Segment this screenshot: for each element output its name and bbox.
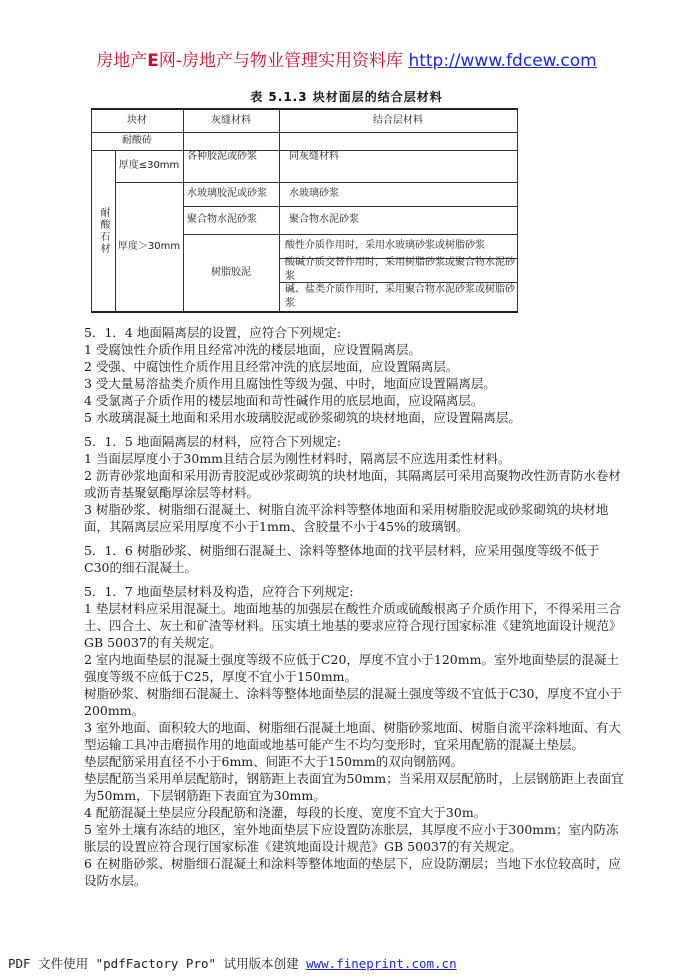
header-url-link[interactable]: http://www.fdcew.com (408, 51, 597, 71)
pdf-footer (8, 954, 457, 972)
paragraph: 5．1．7 地面垫层材料及构造，应符合下列规定: (84, 584, 354, 599)
acid-stone-text: 耐酸石材 (98, 206, 109, 255)
paragraph: 3 树脂砂浆、树脂细石混凝土、树脂自流平涂料等整体地面和采用树脂胶泥或砂浆砌筑的块材地面，其隔离层应采用厚度不小于1mm、含胶量不小于45%的玻璃钢。 (84, 502, 609, 534)
bond-polymer: 聚合物水泥砂浆 (289, 214, 359, 225)
header-bond: 结合层材料 (373, 115, 423, 126)
header-joint: 灰缝材料 (211, 115, 251, 126)
materials-table (91, 108, 518, 313)
paragraph: 3 室外地面、面积较大的地面、树脂细石混凝土地面、树脂砂浆地面、树脂自流平涂料地面、有大型运输工具冲击磨损作用的地面或地基可能产生不均匀变形时，宜采用配筋的混凝土垫层。 (84, 720, 621, 752)
paragraph: 树脂砂浆、树脂细石混凝土、涂料等整体地面垫层的混凝土强度等级不宜低于C30，厚度不宜小于200mm。 (84, 686, 622, 718)
paragraph: 垫层配筋当采用单层配筋时，钢筋距上表面宜为50mm；当采用双层配筋时，上层钢筋距上表面宜为50mm，下层钢筋距下表面宜为30mm。 (84, 771, 624, 803)
bond-resin-acid: 酸性介质作用时，采用水玻璃砂浆或树脂砂浆 (285, 240, 485, 251)
header-part1: 房地产 (96, 51, 148, 71)
joint-resin: 树脂胶泥 (211, 266, 251, 278)
bond-water-glass: 水玻璃砂浆 (289, 188, 339, 199)
paragraph: 5．1．5 地面隔离层的材料，应符合下列规定: (84, 434, 342, 449)
paragraph: 1 受腐蚀性介质作用且经常冲洗的楼层地面，应设置隔离层。 (84, 342, 421, 357)
paragraph: 4 受氯离子介质作用的楼层地面和苛性碱作用的底层地面，应设隔离层。 (84, 393, 484, 408)
paragraph: 2 沥青砂浆地面和采用沥青胶泥或砂浆砌筑的块材地面，其隔离层可采用高聚物改性沥青防水卷材或沥青基聚氨酯厚涂层等材料。 (84, 468, 621, 500)
joint-general: 各种胶泥或砂浆 (187, 151, 257, 162)
paragraph: 1 当面层厚度小于30mm且结合层为刚性材料时，隔离层不应选用柔性材料。 (84, 451, 511, 466)
table-rule (279, 110, 280, 311)
header-part2: 网-房地产与物业管理实用资料库 (158, 51, 409, 71)
joint-polymer: 聚合物水泥砂浆 (187, 214, 257, 225)
paragraph: 5 室外土壤有冻结的地区，室外地面垫层下应设置防冻胀层，其厚度不应小于300mm；室内防冻胀层的设置应符合现行国家标准《建筑地面设计规范》GB 50037的有关规定。 (84, 822, 619, 854)
footer-text: PDF 文件使用 "pdfFactory Pro" 试用版本创建 (8, 956, 307, 971)
paragraph: 4 配筋混凝土垫层应分段配筋和浇灌，每段的长度、宽度不宜大于30m。 (84, 805, 487, 820)
bond-general: 同灰缝材料 (289, 151, 339, 162)
paragraph-gap (84, 535, 624, 542)
header-block: 块材 (127, 115, 147, 126)
paragraph: 5．1．6 树脂砂浆、树脂细石混凝土、涂料等整体地面的找平层材料，应采用强度等级不低于C30的细石混凝土。 (84, 543, 600, 575)
paragraph: 2 室内地面垫层的混凝土强度等级不应低于C20，厚度不宜小于120mm。室外地面垫层的混凝土强度等级不应低于C25，厚度不宜小于150mm。 (84, 652, 619, 684)
table-rule (517, 110, 518, 311)
acid-brick-label: 耐酸砖 (122, 135, 152, 146)
paragraph: 3 受大量易溶盐类介质作用且腐蚀性等级为强、中时，地面应设置隔离层。 (84, 376, 496, 391)
bond-resin-alkali: 碱、盐类介质作用时，采用聚合物水泥砂浆或树脂砂浆 (285, 283, 515, 309)
paragraph: 5 水玻璃混凝土地面和采用水玻璃胶泥或砂浆砌筑的块材地面，应设置隔离层。 (84, 410, 521, 425)
paragraph: 6 在树脂砂浆、树脂细石混凝土和涂料等整体地面的垫层下，应设防潮层；当地下水位较高时，应设防水层。 (84, 856, 621, 888)
paragraph: 垫层配筋采用直径不小于6mm、间距不大于150mm的双向钢筋网。 (84, 754, 464, 769)
paragraph: 1 垫层材料应采用混凝土。地面地基的加强层在酸性介质或硫酸根离子介质作用下，不得采用三合土、四合土、灰土和矿渣等材料。压实填土地基的要求应符合现行国家标准《建筑地面设计规范》GB 50037的有关规定。 (84, 601, 622, 650)
paragraph-gap (84, 576, 624, 583)
thickness-gt-label: 厚度＞30mm (117, 240, 181, 252)
joint-water-glass: 水玻璃胶泥或砂浆 (187, 188, 267, 199)
site-header (0, 46, 693, 71)
paragraph: 5．1．4 地面隔离层的设置，应符合下列规定: (84, 325, 342, 340)
acid-stone-label (91, 150, 115, 311)
thickness-le-label: 厚度≤30mm (118, 160, 180, 171)
header-e-letter: E (147, 51, 159, 71)
table-title: 表 5.1.3 块材面层的结合层材料 (250, 90, 443, 104)
bond-resin-alternating: 酸碱介质交替作用时，采用树脂砂浆或聚合物水泥砂浆 (285, 257, 515, 282)
paragraph: 2 受强、中腐蚀性介质作用且经常冲洗的底层地面，应设置隔离层。 (84, 359, 459, 374)
footer-link[interactable]: www.fineprint.com.cn (306, 956, 457, 971)
paragraph-gap (84, 426, 624, 433)
body-text (84, 324, 624, 889)
